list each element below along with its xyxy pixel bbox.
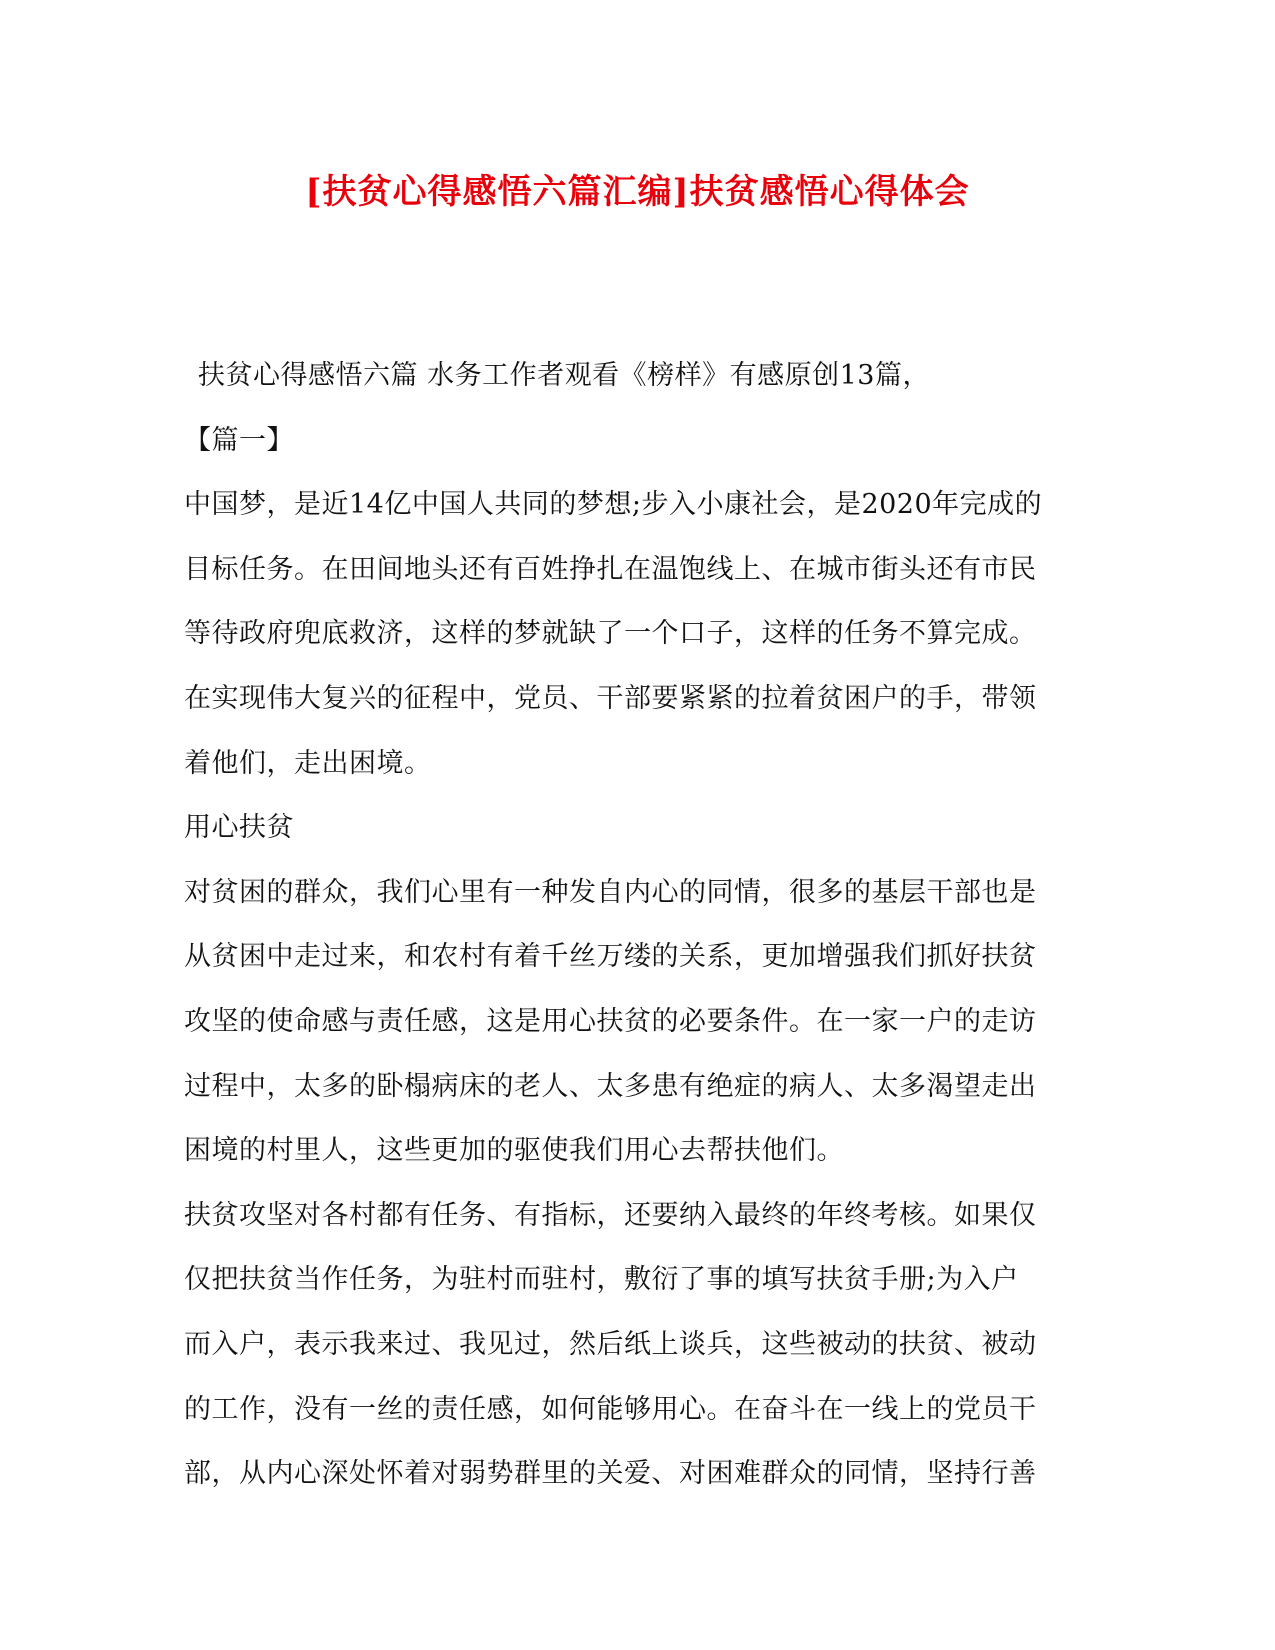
- text-line: 扶贫心得感悟六篇 水务工作者观看《榜样》有感原创13篇，: [198, 360, 930, 391]
- text-line: 而入户，表示我来过、我见过，然后纸上谈兵，这些被动的扶贫、被动: [184, 1328, 1037, 1360]
- text-line: 的工作，没有一丝的责任感，如何能够用心。在奋斗在一线上的党员干: [184, 1393, 1037, 1425]
- text-line: 对贫困的群众，我们心里有一种发自内心的同情，很多的基层干部也是: [184, 876, 1037, 908]
- document-body: [184, 344, 1084, 1507]
- text-line: 扶贫攻坚对各村都有任务、有指标，还要纳入最终的年终考核。如果仅: [184, 1199, 1037, 1231]
- text-line: 目标任务。在田间地头还有百姓挣扎在温饱线上、在城市街头还有市民: [184, 553, 1037, 585]
- text-line: 着他们，走出困境。: [184, 747, 432, 779]
- text-line: 中国梦，是近14亿中国人共同的梦想;步入小康社会，是2020年完成的: [184, 489, 1043, 521]
- section-heading: 【篇一】: [184, 424, 294, 456]
- text-line: 仅把扶贫当作任务，为驻村而驻村，敷衍了事的填写扶贫手册;为入户: [184, 1264, 1019, 1296]
- text-line: 过程中，太多的卧榻病床的老人、太多患有绝症的病人、太多渴望走出: [184, 1070, 1037, 1102]
- text-line: 部，从内心深处怀着对弱势群里的关爱、对困难群众的同情，坚持行善: [184, 1458, 1037, 1490]
- text-line: 等待政府兜底救济，这样的梦就缺了一个口子，这样的任务不算完成。: [184, 618, 1037, 650]
- text-line: 困境的村里人，这些更加的驱使我们用心去帮扶他们。: [184, 1135, 844, 1167]
- subheading: 用心扶贫: [184, 812, 294, 844]
- text-line: 从贫困中走过来，和农村有着千丝万缕的关系，更加增强我们抓好扶贫: [184, 941, 1037, 973]
- text-line: 在实现伟大复兴的征程中，党员、干部要紧紧的拉着贫困户的手，带领: [184, 682, 1037, 714]
- text-line: 攻坚的使命感与责任感，这是用心扶贫的必要条件。在一家一户的走访: [184, 1005, 1037, 1037]
- document-title: [扶贫心得感悟六篇汇编]扶贫感悟心得体会: [305, 172, 970, 212]
